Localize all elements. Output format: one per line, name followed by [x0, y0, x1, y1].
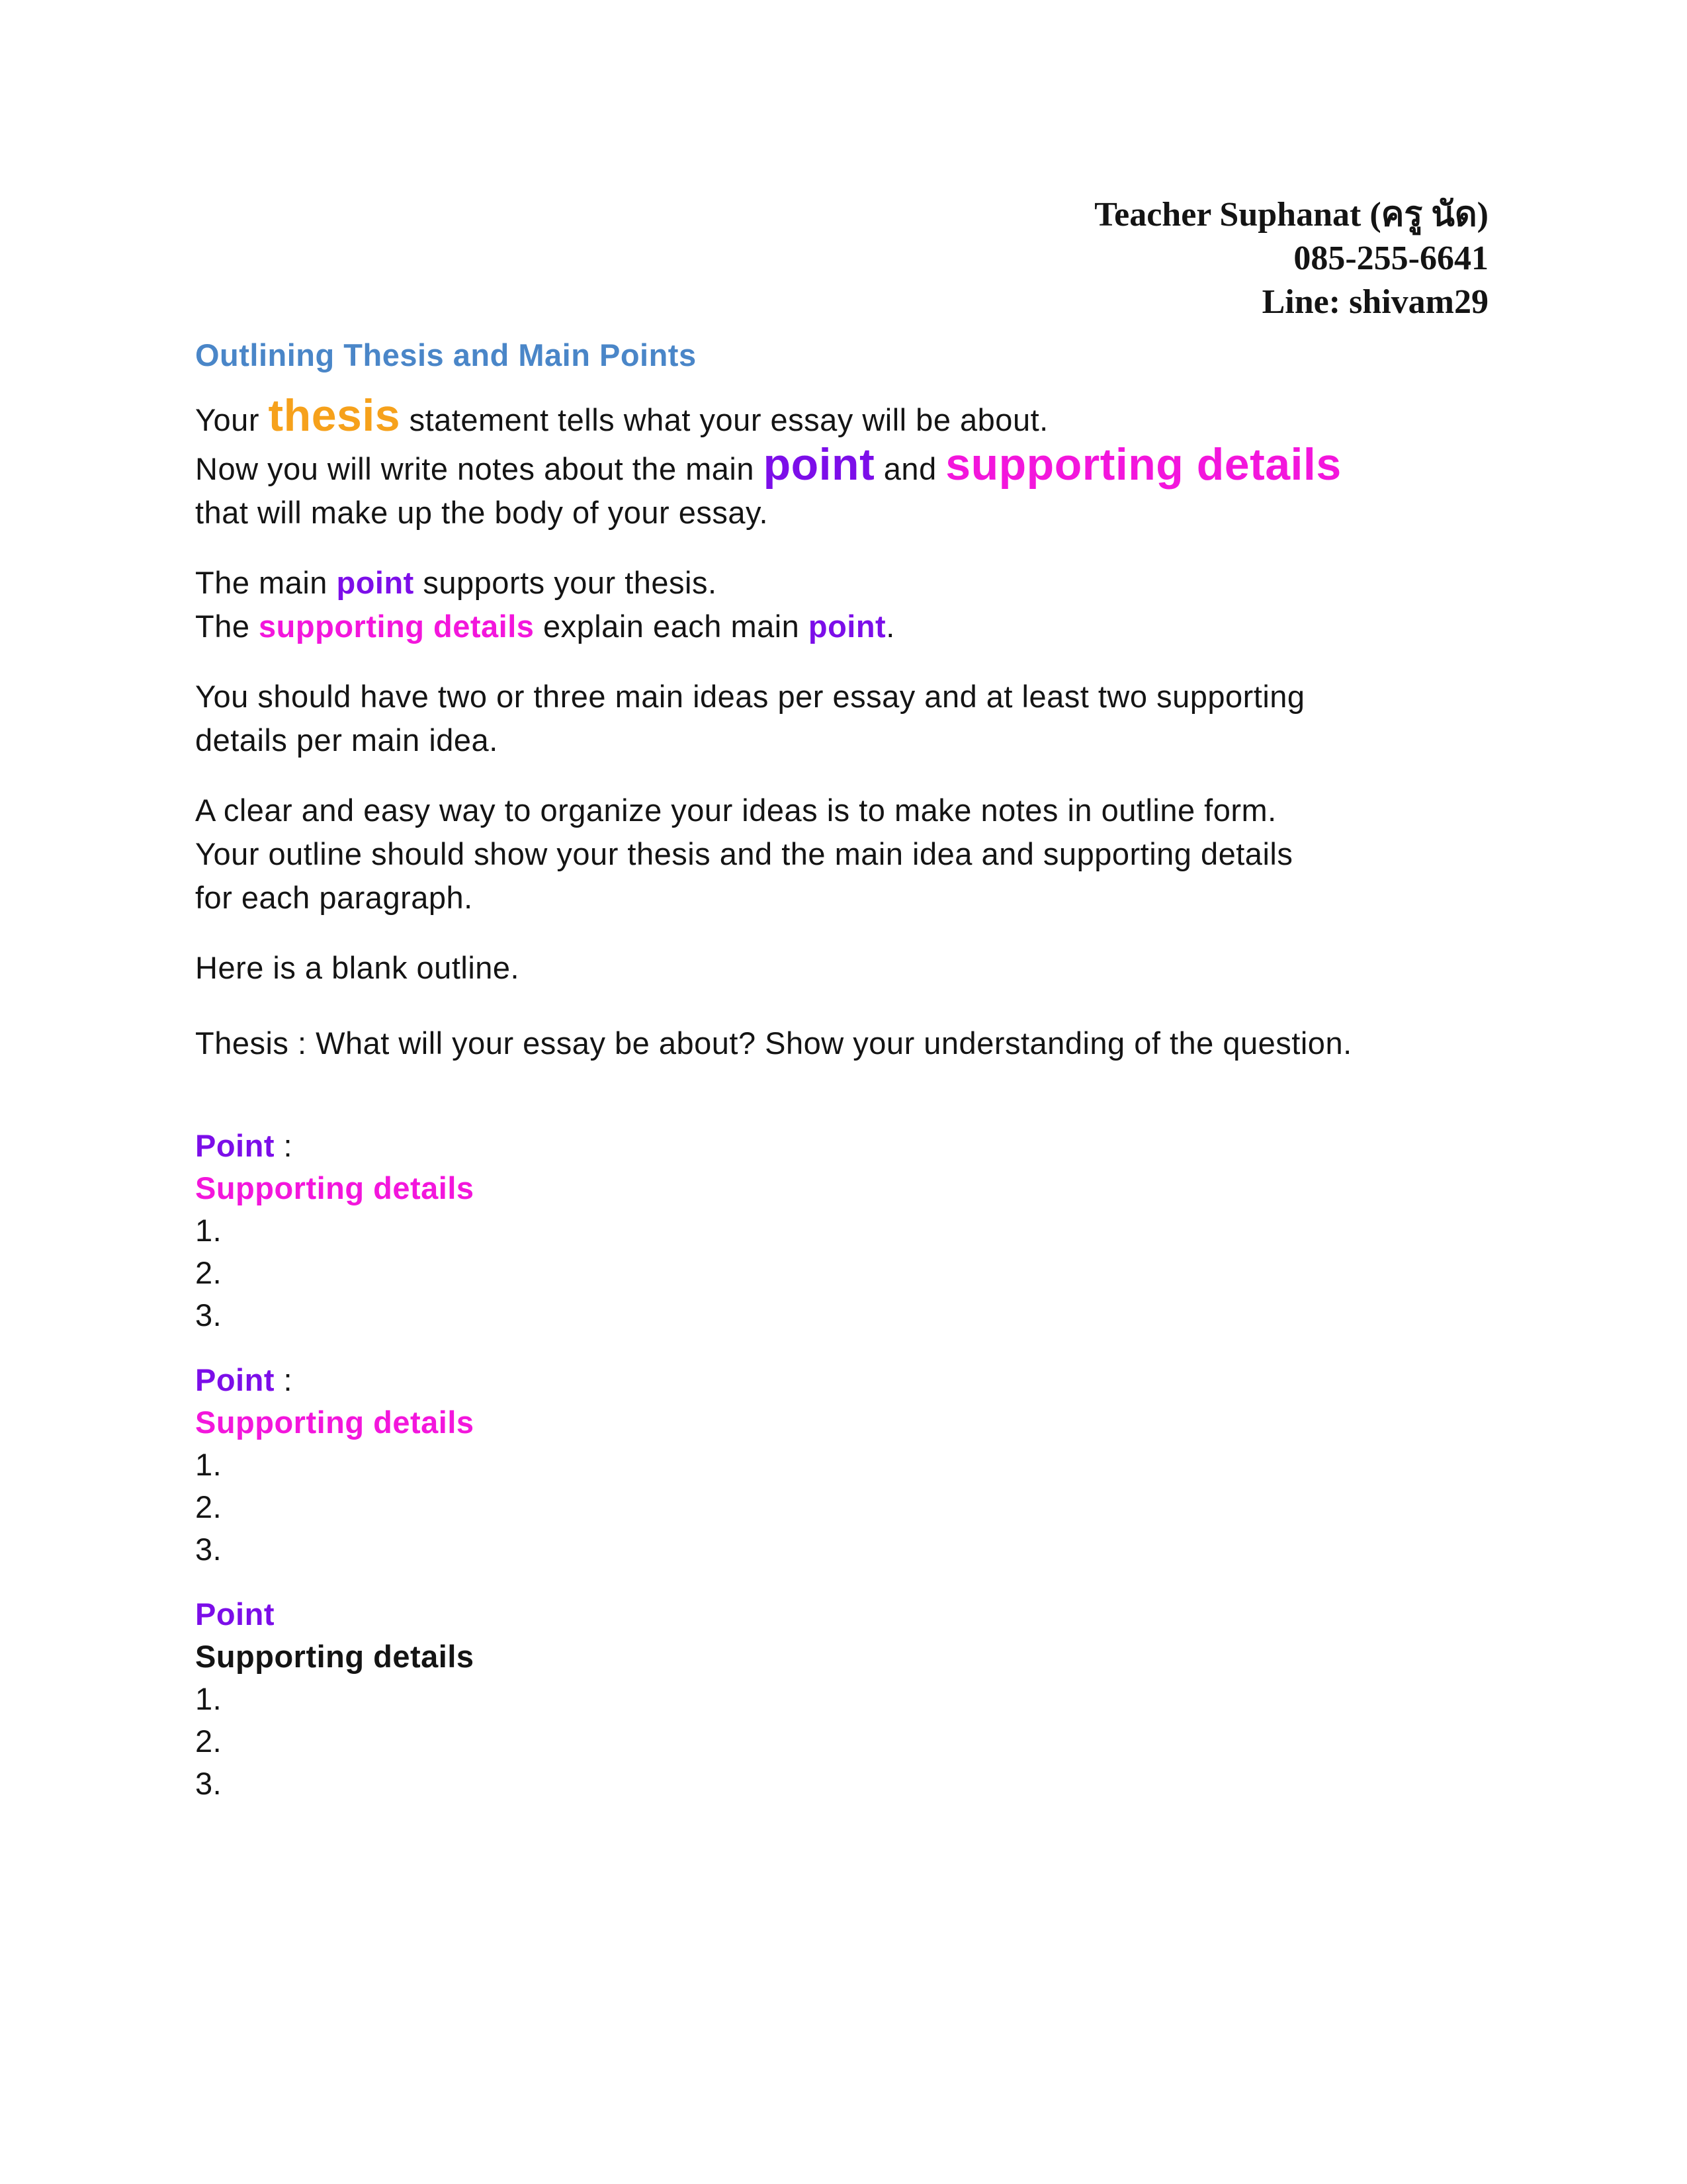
keyword-supporting-details: supporting details: [259, 609, 535, 644]
keyword-point: point: [336, 565, 414, 600]
explain-line-2: [195, 605, 1489, 648]
intro-line-1: [195, 390, 1489, 442]
list-number: 1.: [195, 1447, 222, 1482]
intro-line-3: that will make up the body of your essay.: [195, 495, 769, 530]
blank-outline-text: Here is a blank outline.: [195, 950, 520, 985]
intro-text: Now you will write notes about the main: [195, 451, 763, 486]
organize-line-2: Your outline should show your thesis and the main idea and supporting details: [195, 836, 1293, 871]
blank-outline-paragraph: [195, 946, 1489, 990]
supporting-details-label: Supporting details: [195, 1639, 474, 1674]
keyword-point: point: [763, 439, 875, 490]
point-label: Point: [195, 1362, 275, 1397]
list-number: 3.: [195, 1532, 222, 1567]
point-colon: :: [274, 1128, 293, 1163]
keyword-thesis: thesis: [268, 390, 401, 441]
explain-line-1: [195, 561, 1489, 605]
line-id: Line: shivam29: [1262, 283, 1489, 321]
explain-text: explain each main: [534, 609, 808, 644]
outline-block: [195, 1359, 1489, 1571]
ideas-count-paragraph: [195, 675, 1489, 762]
keyword-point: point: [808, 609, 887, 644]
intro-text: and: [875, 451, 946, 486]
teacher-name: Teacher Suphanat (ครู นัด): [1094, 196, 1489, 234]
keyword-supporting-details: supporting details: [945, 439, 1342, 490]
thesis-question-paragraph: [195, 1022, 1489, 1065]
point-label: Point: [195, 1128, 275, 1163]
intro-line-2: [195, 439, 1489, 491]
organize-line-3: for each paragraph.: [195, 880, 473, 915]
organize-line-1: A clear and easy way to organize your ideas is to make notes in outline form.: [195, 793, 1277, 828]
point-label: Point: [195, 1596, 275, 1632]
intro-paragraph: [195, 390, 1489, 535]
intro-text: Your: [195, 402, 269, 437]
thesis-question-text: Thesis : What will your essay be about? Show your understanding of the question.: [195, 1026, 1352, 1061]
point-colon: :: [274, 1362, 293, 1397]
ideas-line-1: You should have two or three main ideas per essay and at least two supporting: [195, 679, 1305, 714]
intro-text: statement tells what your essay will be about.: [400, 402, 1049, 437]
list-number: 2.: [195, 1724, 222, 1759]
outline-block: [195, 1593, 1489, 1805]
explain-text: .: [886, 609, 895, 644]
header-contact-block: [195, 193, 1489, 324]
page-title: Outlining Thesis and Main Points: [195, 337, 697, 372]
explain-text: The: [195, 609, 259, 644]
supporting-details-label: Supporting details: [195, 1405, 474, 1440]
list-number: 2.: [195, 1489, 222, 1524]
explain-text: The main: [195, 565, 337, 600]
point-line: [195, 1593, 1489, 1636]
ideas-line-2: details per main idea.: [195, 722, 498, 758]
outline-block: [195, 1125, 1489, 1336]
supporting-details-label: Supporting details: [195, 1170, 474, 1205]
explain-paragraph: [195, 561, 1489, 648]
list-number: 1.: [195, 1681, 222, 1716]
list-number: 3.: [195, 1766, 222, 1801]
phone-number: 085-255-6641: [1293, 240, 1489, 277]
organize-paragraph: [195, 789, 1489, 920]
list-number: 2.: [195, 1255, 222, 1290]
point-line: [195, 1125, 1489, 1167]
list-number: 3.: [195, 1297, 222, 1332]
point-line: [195, 1359, 1489, 1401]
explain-text: supports your thesis.: [413, 565, 717, 600]
list-number: 1.: [195, 1213, 222, 1248]
